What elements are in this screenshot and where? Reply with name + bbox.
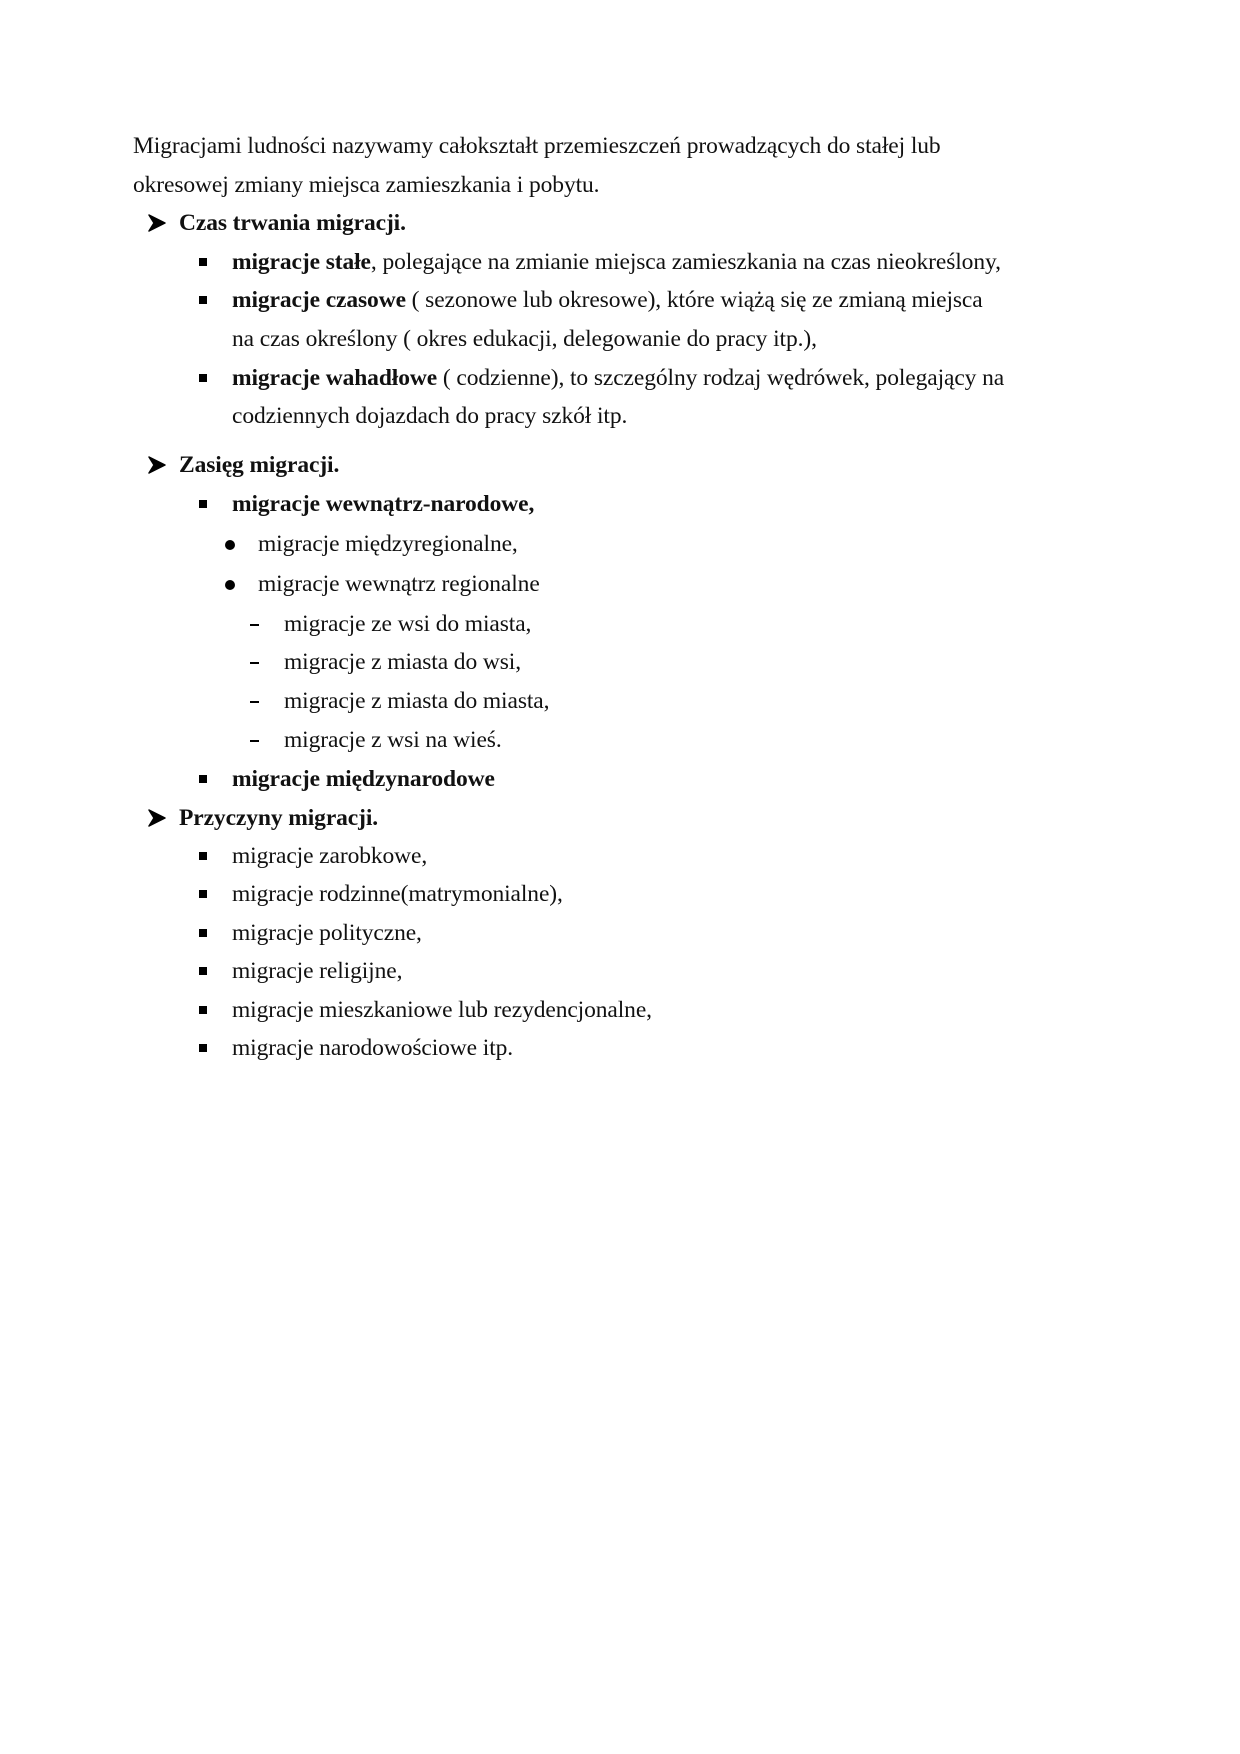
term-commuting: migracje wahadłowe: [232, 365, 438, 391]
square-bullet-icon: [199, 1006, 207, 1014]
desc-temporary-1: ( sezonowe lub okresowe), które wiążą się ze zmianą miejsca: [405, 287, 983, 313]
square-bullet-icon: [199, 296, 207, 304]
square-bullet-icon: [199, 775, 207, 783]
term-temporary: migracje czasowe: [232, 287, 406, 313]
list-item-temporary: [232, 285, 983, 315]
dash-bullet-icon: [250, 740, 259, 742]
desc-permanent: , polegające na zmianie miejsca zamieszkania na czas nieokreślony,: [370, 249, 1001, 275]
list-item-cause-6: migracje narodowościowe itp.: [232, 1035, 514, 1061]
square-bullet-icon: [199, 258, 207, 266]
list-item-village-to-village: migracje z wsi na wieś.: [284, 727, 502, 753]
square-bullet-icon: [199, 967, 207, 975]
dash-bullet-icon: [250, 662, 259, 664]
square-bullet-icon: [199, 374, 207, 382]
section-heading-duration: Czas trwania migracji.: [179, 210, 406, 236]
square-bullet-icon: [199, 500, 207, 508]
arrowhead-icon: [146, 454, 168, 476]
square-bullet-icon: [199, 852, 207, 860]
arrowhead-icon: [146, 212, 168, 234]
desc-commuting-1: ( codzienne), to szczególny rodzaj wędrówek, polegający na: [437, 365, 1005, 391]
list-item-intraregional: migracje wewnątrz regionalne: [258, 571, 540, 597]
dash-bullet-icon: [250, 701, 259, 703]
list-item-permanent: [232, 247, 1001, 277]
desc-temporary-2: na czas określony ( okres edukacji, delegowanie do pracy itp.),: [232, 326, 817, 352]
list-item-city-to-village: migracje z miasta do wsi,: [284, 649, 521, 675]
square-bullet-icon: [199, 890, 207, 898]
square-bullet-icon: [199, 929, 207, 937]
list-item-cause-2: migracje rodzinne(matrymonialne),: [232, 881, 563, 907]
arrowhead-icon: [146, 807, 168, 829]
square-bullet-icon: [199, 1044, 207, 1052]
list-item-cause-1: migracje zarobkowe,: [232, 843, 428, 869]
list-item-interregional: migracje międzyregionalne,: [258, 531, 518, 557]
list-item-village-to-city: migracje ze wsi do miasta,: [284, 611, 532, 637]
list-item-commuting: [232, 363, 1004, 393]
round-bullet-icon: [225, 580, 235, 590]
list-item-internal: migracje wewnątrz-narodowe,: [232, 491, 535, 517]
term-permanent: migracje stałe: [232, 249, 371, 275]
round-bullet-icon: [225, 540, 235, 550]
intro-line-1: Migracjami ludności nazywamy całokształt przemieszczeń prowadzących do stałej lub: [133, 133, 941, 159]
list-item-cause-5: migracje mieszkaniowe lub rezydencjonalne,: [232, 997, 652, 1023]
list-item-cause-3: migracje polityczne,: [232, 920, 422, 946]
section-heading-range: Zasięg migracji.: [179, 452, 340, 478]
list-item-city-to-city: migracje z miasta do miasta,: [284, 688, 550, 714]
list-item-cause-4: migracje religijne,: [232, 958, 403, 984]
section-heading-causes: Przyczyny migracji.: [179, 805, 379, 831]
intro-line-2: okresowej zmiany miejsca zamieszkania i pobytu.: [133, 172, 600, 198]
list-item-international: migracje międzynarodowe: [232, 766, 495, 792]
dash-bullet-icon: [250, 624, 259, 626]
desc-commuting-2: codziennych dojazdach do pracy szkół itp.: [232, 403, 628, 429]
